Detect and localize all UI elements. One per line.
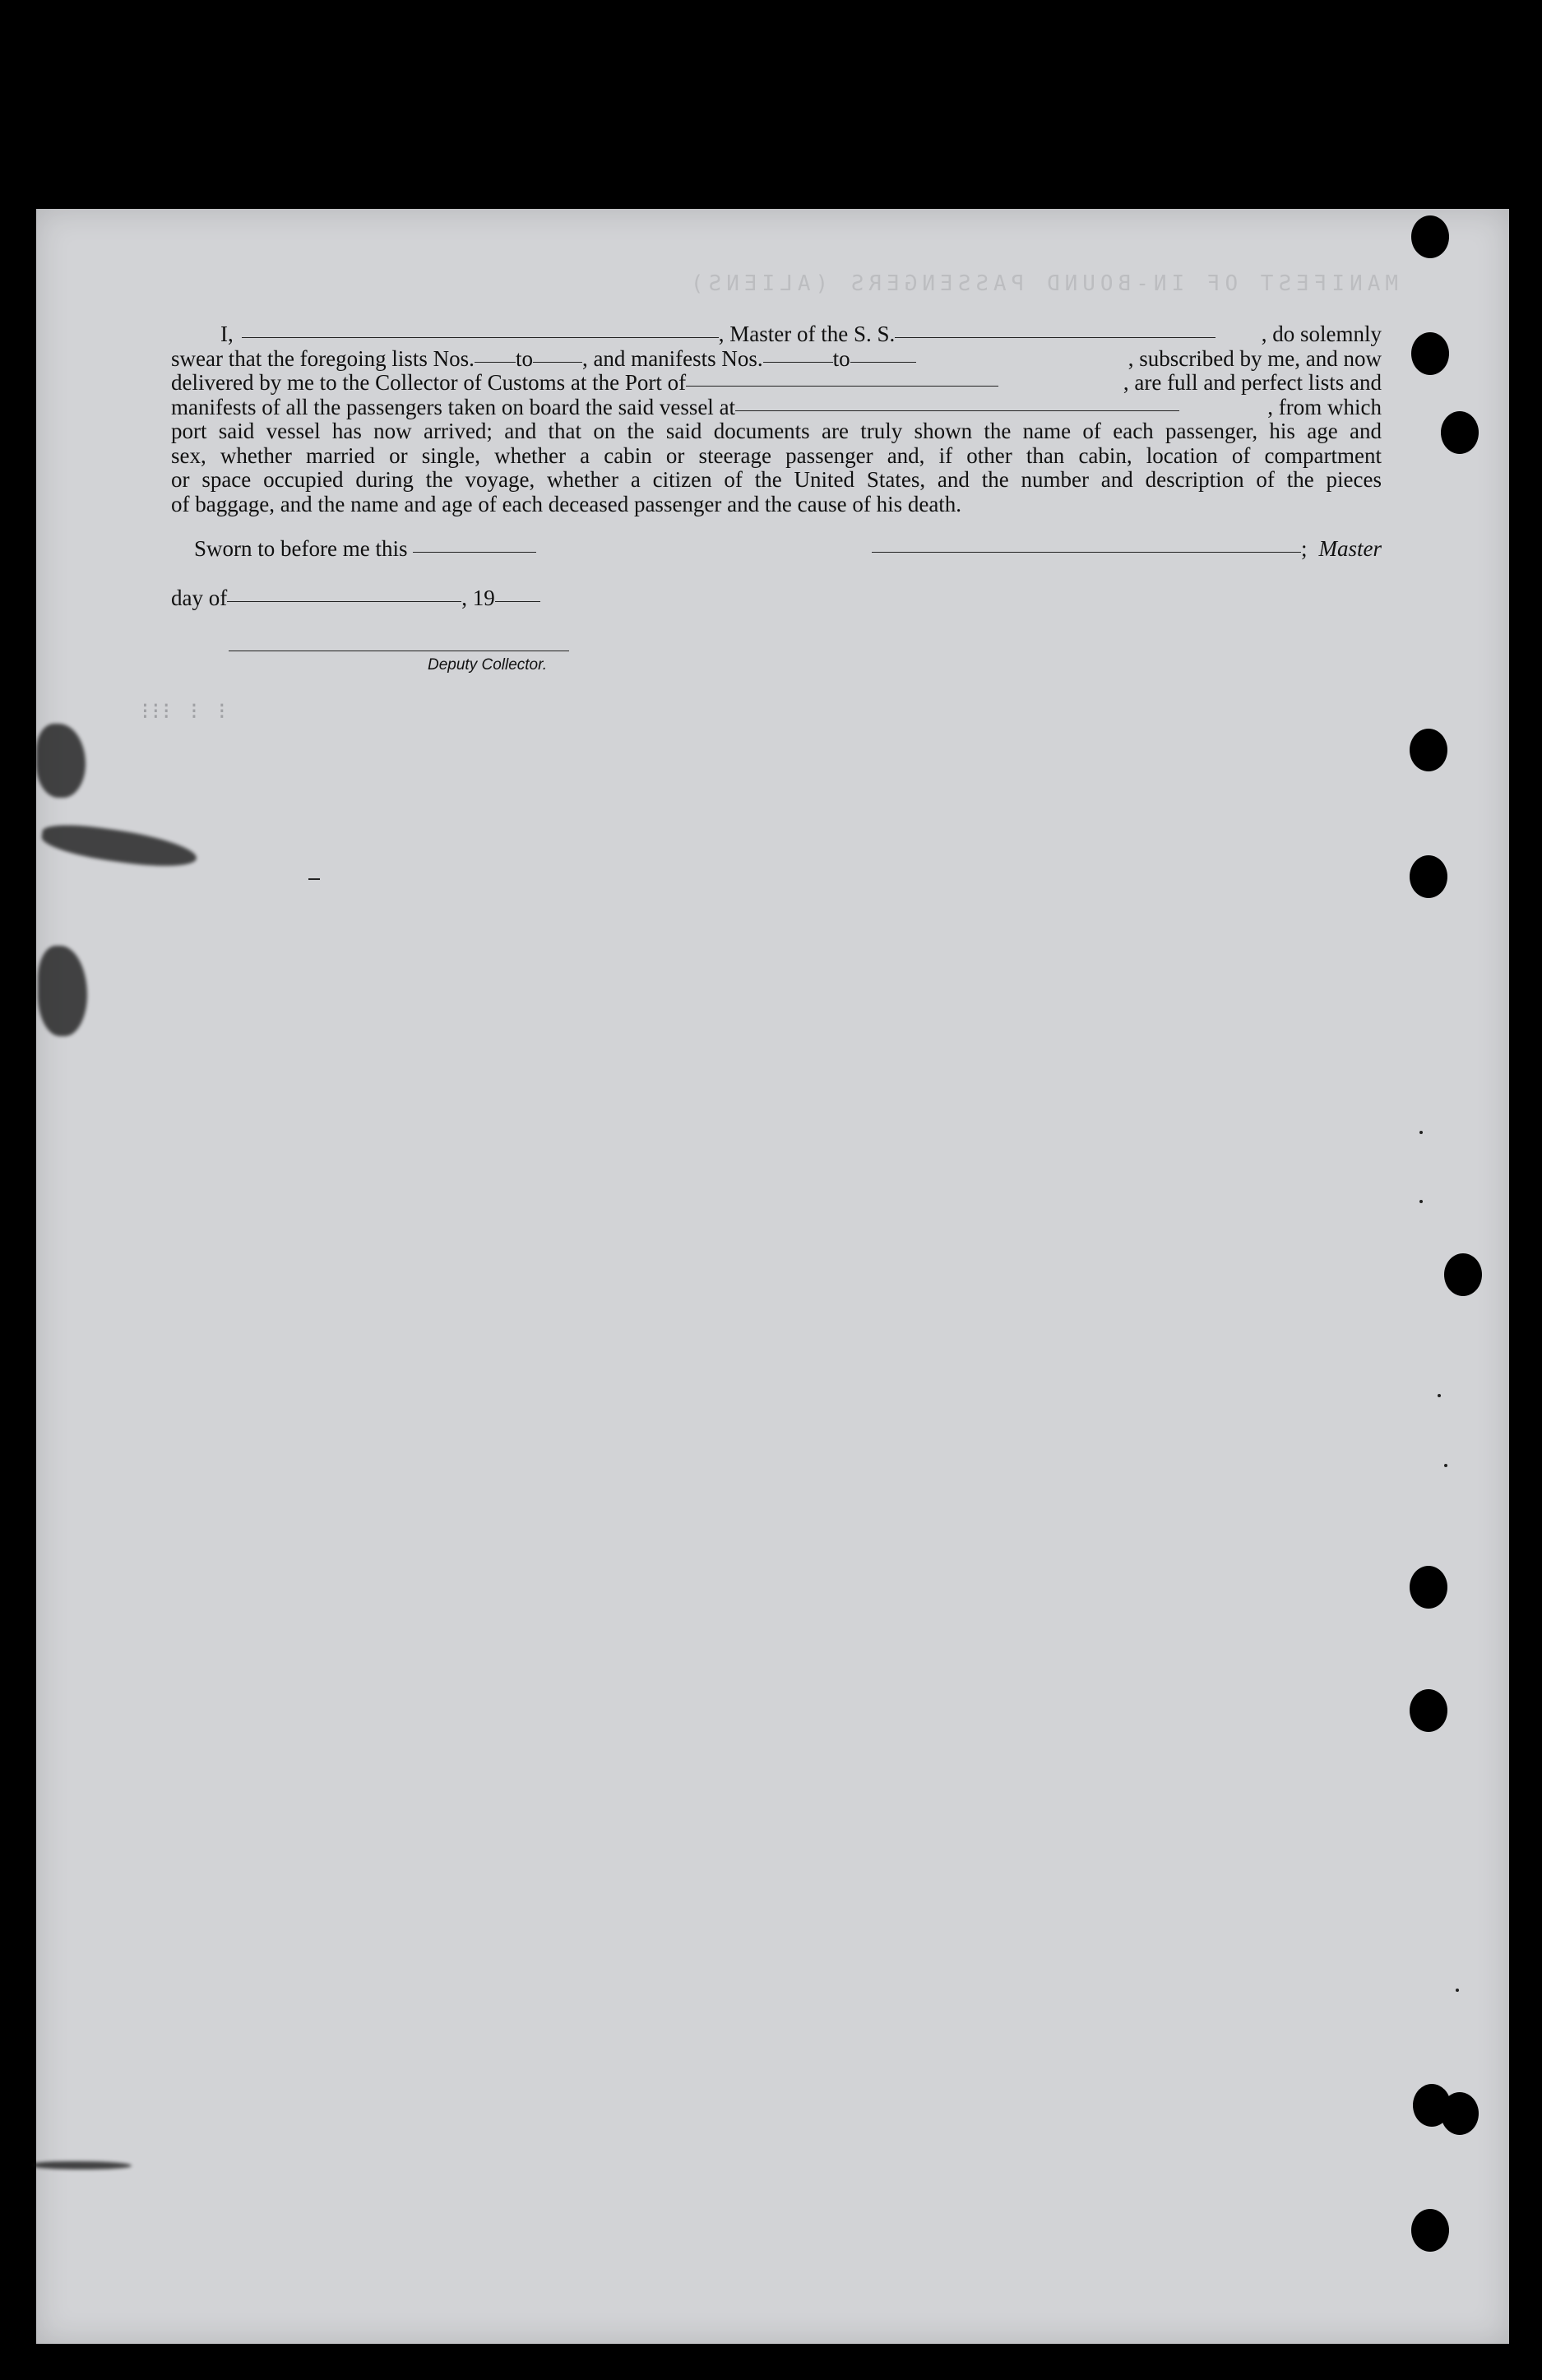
- punch-hole-icon: [1410, 729, 1447, 771]
- bleed-through-text: MANIFEST OF IN-BOUND PASSENGERS (ALIENS): [685, 271, 1398, 296]
- manifest-page: [36, 209, 1509, 2344]
- punch-hole-icon: [1441, 411, 1479, 454]
- sworn-day-blank[interactable]: [413, 551, 536, 553]
- master-signature-blank[interactable]: [872, 551, 1301, 553]
- year-blank[interactable]: [495, 600, 540, 602]
- oath-line-1: I, , Master of the S. S. , do solemnly: [220, 322, 1382, 346]
- oath-line-8: of baggage, and the name and age of each deceased passenger and the cause of his death.: [171, 491, 962, 516]
- day-of-row: day of , 19: [171, 586, 540, 611]
- ship-name-blank[interactable]: [895, 336, 1216, 338]
- lists-from-blank[interactable]: [475, 361, 516, 363]
- oath-line-6: sex, whether married or single, whether a cabin or steerage passenger and, if other than cabin, location of compartment: [171, 442, 1382, 468]
- month-blank[interactable]: [227, 600, 461, 602]
- punch-hole-icon: [1411, 215, 1449, 258]
- speck: [308, 878, 320, 880]
- departure-port-blank[interactable]: [735, 410, 1179, 411]
- sworn-row: Sworn to before me this: [194, 536, 536, 562]
- punch-hole-icon: [1441, 2092, 1479, 2135]
- master-name-blank[interactable]: [242, 336, 719, 338]
- oath-line-4: manifests of all the passengers taken on board the said vessel at , from which: [171, 394, 1382, 419]
- manifests-from-blank[interactable]: [763, 361, 833, 363]
- deputy-collector-label: Deputy Collector.: [428, 656, 548, 674]
- manifests-to-blank[interactable]: [850, 361, 916, 363]
- ink-smudge: [33, 2161, 132, 2169]
- speck: [1419, 1131, 1423, 1134]
- oath-line-3: delivered by me to the Collector of Customs at the Port of , are full and perfect lists and: [171, 370, 1382, 395]
- oath-line-7: or space occupied during the voyage, whether a citizen of the United States, and the number and description of the pieces: [171, 467, 1382, 492]
- speck: [1456, 1989, 1459, 1992]
- speck: [1444, 1464, 1447, 1467]
- punch-hole-icon: [1411, 332, 1449, 375]
- oath-line-2: swear that the foregoing lists Nos. to , and manifests Nos. to , subscribed by me, and now: [171, 345, 1382, 371]
- speck: [1419, 1200, 1423, 1203]
- oath-line-5: port said vessel has now arrived; and that on the said documents are truly shown the name of each passenger, his age and: [171, 419, 1382, 443]
- punch-hole-icon: [1411, 2209, 1449, 2252]
- faint-stamp-mark: ⁝⁝⁝ ⁝ ⁝: [141, 697, 229, 725]
- punch-hole-icon: [1410, 855, 1447, 898]
- punch-hole-icon: [1410, 1689, 1447, 1732]
- master-signature-row: ; Master: [872, 536, 1382, 562]
- master-oath-paragraph: [171, 322, 1382, 516]
- punch-hole-icon: [1444, 1253, 1482, 1296]
- punch-hole-icon: [1410, 1566, 1447, 1609]
- lists-to-blank[interactable]: [533, 361, 582, 363]
- port-blank[interactable]: [686, 385, 998, 387]
- speck: [1438, 1394, 1441, 1397]
